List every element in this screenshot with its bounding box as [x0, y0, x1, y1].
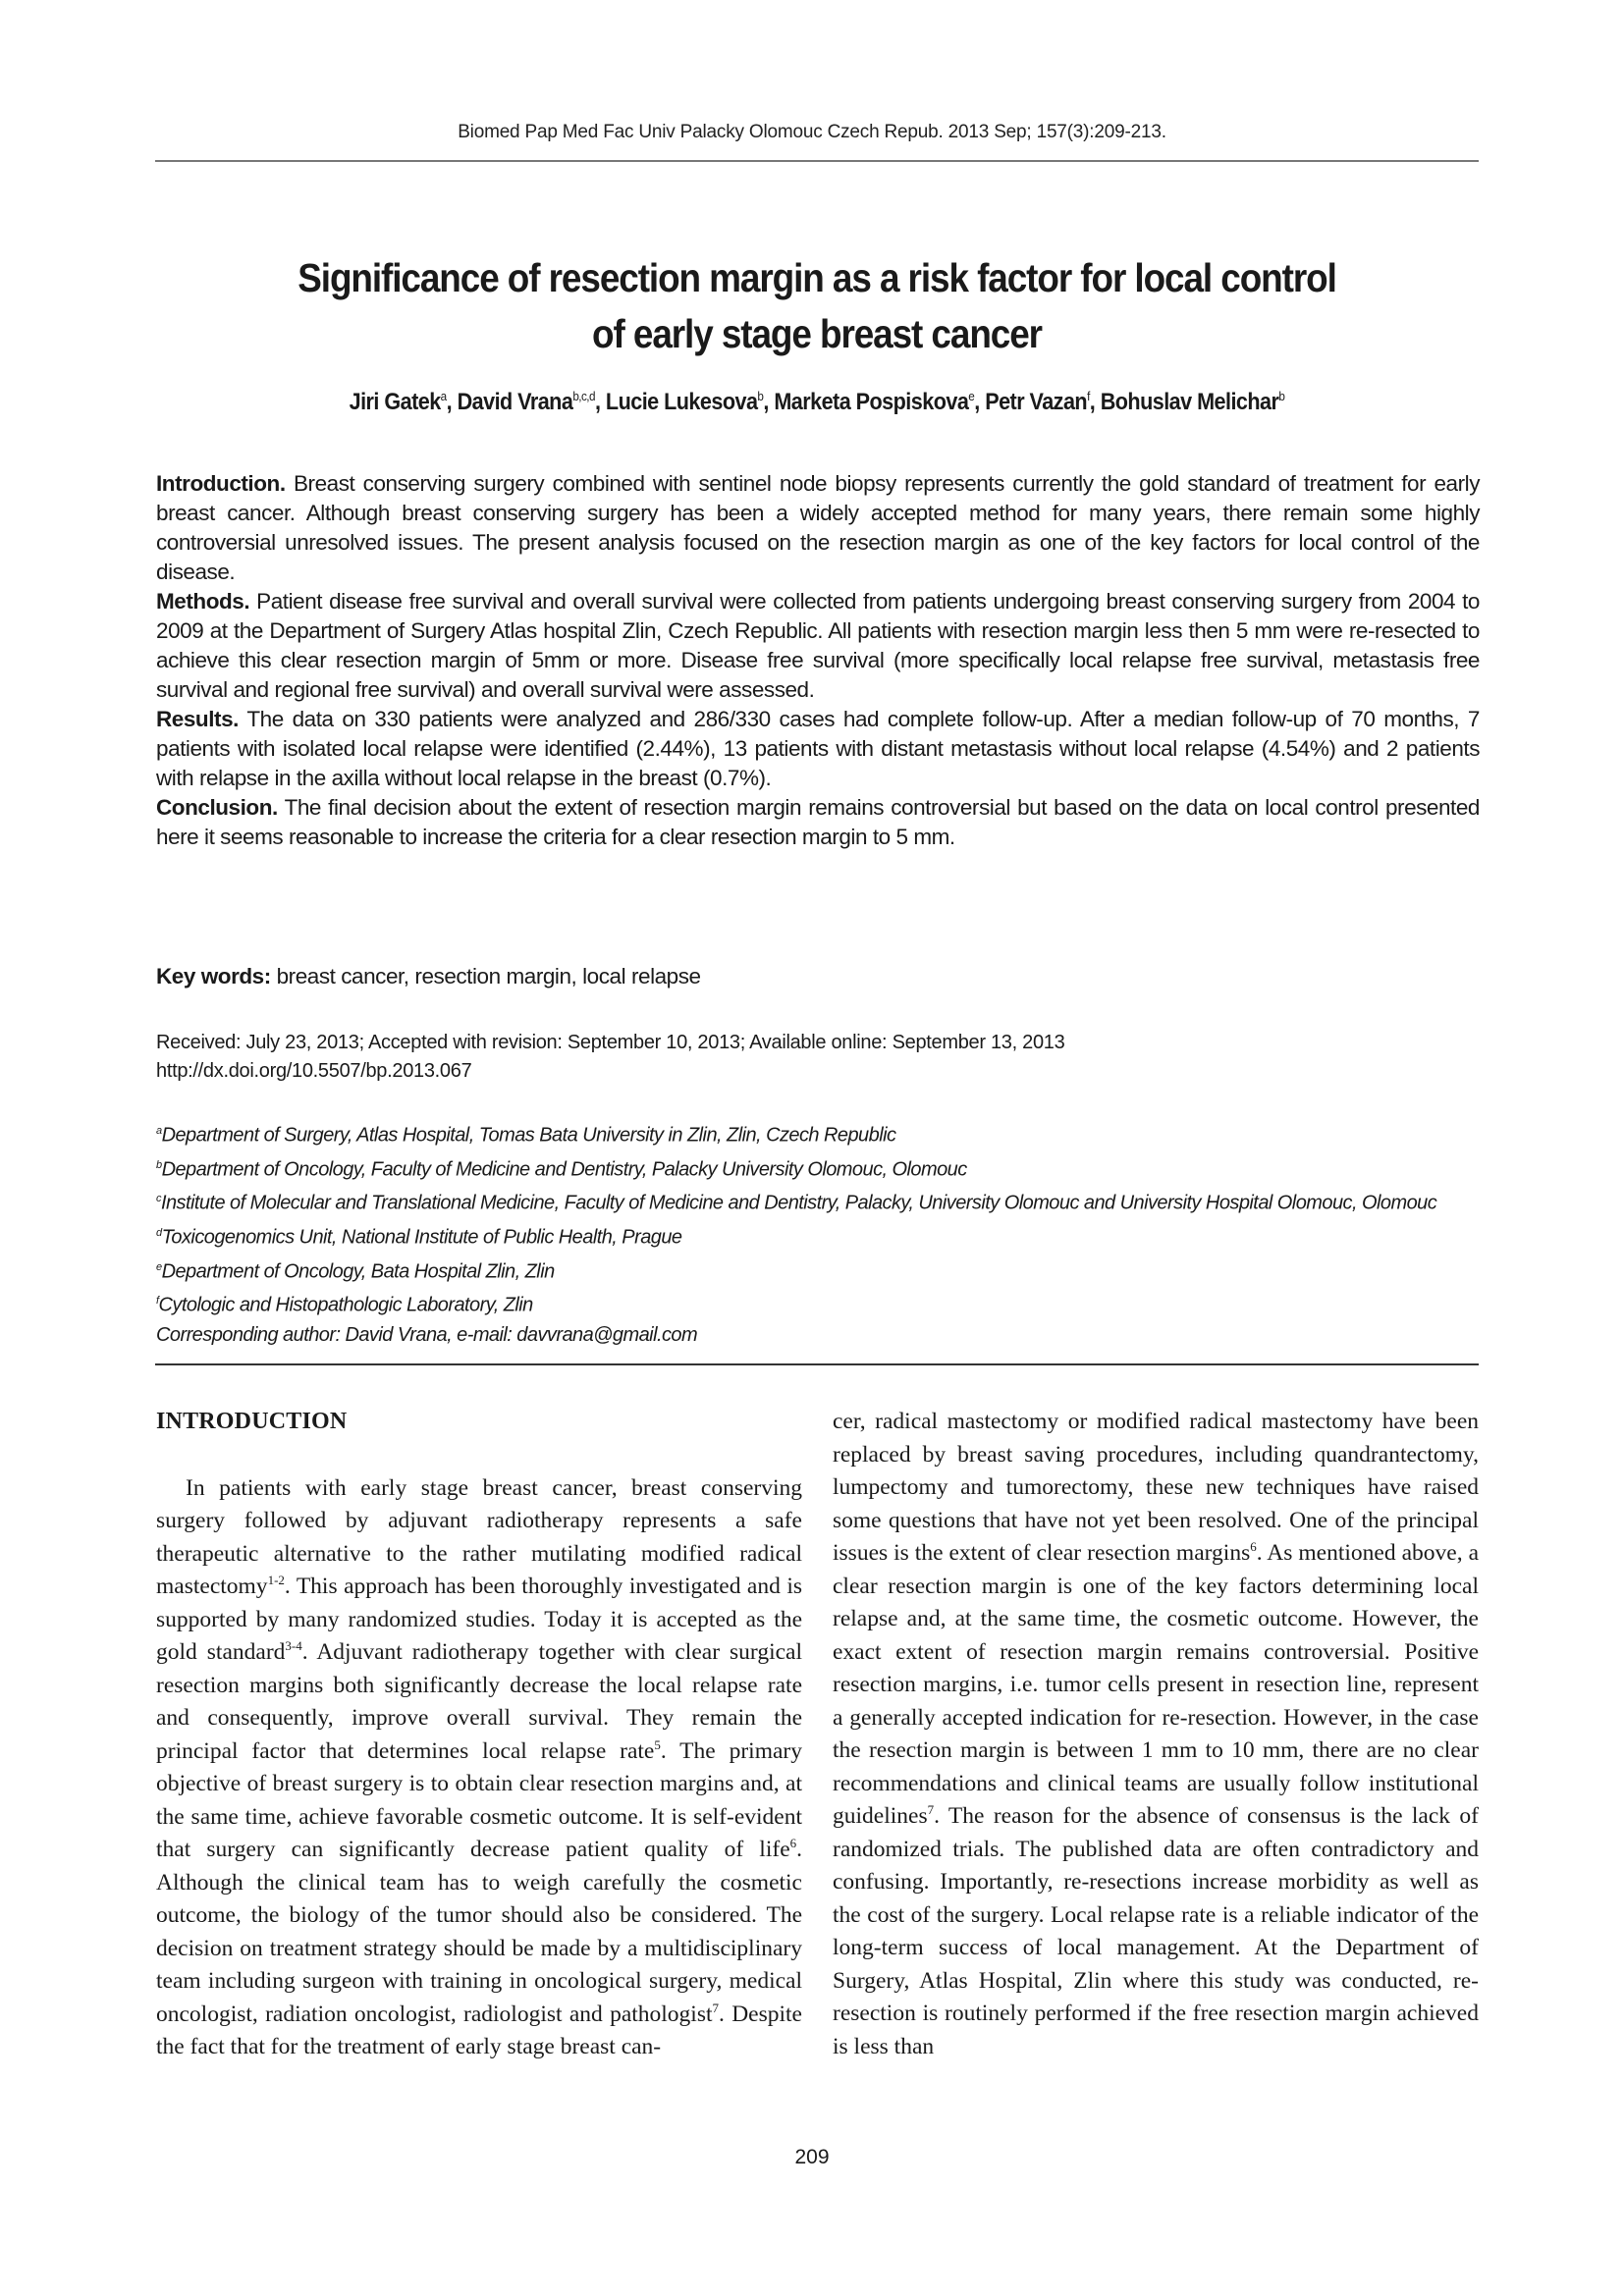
author-name: Jiri Gatek — [349, 389, 441, 415]
author-name: Lucie Lukesova — [605, 389, 758, 415]
keywords-text: breast cancer, resection margin, local relapse — [270, 964, 701, 988]
author-name: Bohuslav Melichar — [1100, 389, 1279, 415]
affiliation-item: $^c$Institute of Molecular and Translational Medicine, Faculty of Medicine and Dentistry, Palacky, University Olomouc and University Hospital Olomouc, Olomouc — [156, 1192, 1437, 1214]
author-name: David Vrana — [457, 389, 573, 415]
author-name: Marketa Pospiskova — [774, 389, 969, 415]
abstract-methods: Methods. Patient disease free survival and overall survival were collected from patients undergoing breast conserving surgery from 2004 to 2009 at the Department of Surgery Atlas hospital Zlin, Czech Republic. All patients with resection margin less then 5 mm were re-resected to achieve this clear resection margin of 5mm or more. Disease free survival (more specifically local relapse free survival, metastasis free survival and regional free survival) and overall survival were assessed. — [156, 589, 1480, 702]
article-title — [221, 250, 1412, 362]
affiliations — [156, 1116, 1480, 1350]
corresponding-author: Corresponding author: David Vrana, e-mail: davvrana@gmail.com — [156, 1323, 698, 1346]
abstract — [156, 469, 1480, 852]
affiliation-item: $^b$Department of Oncology, Faculty of Medicine and Dentistry, Palacky University Olomouc, Olomouc — [156, 1158, 967, 1181]
author-affiliation-marker: a — [440, 389, 447, 403]
affiliation-item: $^d$Toxicogenomics Unit, National Institute of Public Health, Prague — [156, 1226, 682, 1249]
author-affiliation-marker: b — [1278, 389, 1285, 403]
affiliation-item: $^f$Cytologic and Histopathologic Laboratory, Zlin — [156, 1294, 533, 1316]
doi-link[interactable]: http://dx.doi.org/10.5507/bp.2013.067 — [156, 1060, 472, 1082]
title-line-1: Significance of resection margin as a risk factor for local control — [298, 255, 1336, 300]
citation-ref: 6 — [789, 1836, 797, 1851]
citation-ref: 1-2 — [267, 1573, 285, 1588]
body-column-left — [156, 1406, 802, 2064]
title-line-2: of early stage breast cancer — [592, 311, 1042, 356]
author-affiliation-marker: b,c,d — [572, 389, 595, 403]
received-dates: Received: July 23, 2013; Accepted with revision: September 10, 2013; Available online: September 13, 2013 — [156, 1032, 1065, 1053]
citation-ref: 7 — [712, 2000, 720, 2015]
page-number: 209 — [794, 2146, 830, 2168]
author-name: Petr Vazan — [985, 389, 1088, 415]
abstract-label: Conclusion. — [156, 795, 278, 820]
abstract-label: Methods. — [156, 589, 250, 614]
citation-ref: 6 — [1250, 1539, 1257, 1555]
article-dates — [156, 1029, 1480, 1086]
affiliation-item: $^e$Department of Oncology, Bata Hospital Zlin, Zlin — [156, 1260, 555, 1283]
abstract-introduction: Introduction. Breast conserving surgery combined with sentinel node biopsy represents currently the gold standard of treatment for early breast cancer. Although breast conserving surgery has been a widely accepted method for many years, there remain some highly controversial unresolved issues. The present analysis focused on the resection margin as one of the key factors for local control of the disease. — [156, 471, 1480, 584]
keywords-label: Key words: — [156, 964, 271, 988]
keywords — [156, 964, 1480, 989]
abstract-conclusion: Conclusion. The final decision about the extent of resection margin remains controversial but based on the data on local control presented here it seems reasonable to increase the criteria for a clear resection margin to 5 mm. — [156, 795, 1480, 849]
body-rule — [155, 1363, 1479, 1365]
citation-ref: 7 — [927, 1802, 935, 1818]
author-affiliation-marker: f — [1087, 389, 1090, 403]
body-paragraph: In patients with early stage breast cancer, breast conserving surgery followed by adjuvant radiotherapy represents a safe therapeutic alternative to the rather mutilating modified radical mastectomy$^{1-2}$. This approach has been thoroughly investigated and is supported by many randomized studies. Today it is accepted as the gold standard$^{3-4}$. Adjuvant radiotherapy together with clear surgical resection margins both significantly decrease the local relapse rate and consequently, improve overall survival. They remain the principal factor that determines local relapse rate$^5$. The primary objective of breast surgery is to obtain clear resection margins and, at the same time, achieve favorable cosmetic outcome. It is self-evident that surgery can significantly decrease patient quality of life$^6$. Although the clinical team has to weigh carefully the cosmetic outcome, the biology of the tumor should also be considered. The decision on treatment strategy should be made by a multidisciplinary team including surgeon with training in oncological surgery, medical oncologist, radiation oncologist, radiologist and pathologist$^7$. Despite the fact that for the treatment of early stage breast can- — [156, 1474, 802, 2059]
author-list: Jiri Gatek$^a$, David Vrana$^{b,c,d}$, Lucie Lukesova$^b$, Marketa Pospiskova$^e$, Petr Vazan$^f$, Bohuslav Melichar$^b$ — [349, 389, 1285, 415]
author-affiliation-marker: e — [968, 389, 975, 403]
body-paragraph: cer, radical mastectomy or modified radical mastectomy have been replaced by breast saving procedures, including quandrantectomy, lumpectomy and tumorectomy, these new techniques have raised some questions that have not yet been resolved. One of the principal issues is the extent of clear resection margins$^6$. As mentioned above, a clear resection margin is one of the key factors determining local relapse and, at the same time, the cosmetic outcome. However, the exact extent of resection margin remains controversial. Positive resection margins, i.e. tumor cells present in resection line, represent a generally accepted indication for re-resection. However, in the case the resection margin is between 1 mm to 10 mm, there are no clear recommendations and clinical teams are usually follow institutional guidelines$^7$. The reason for the absence of consensus is the lack of randomized trials. The published data are often contradictory and confusing. Importantly, re-resections increase morbidity as well as the cost of the surgery. Local relapse rate is a reliable indicator of the long-term success of local management. At the Department of Surgery, Atlas Hospital, Zlin where this study was conducted, re-resection is routinely performed if the free resection margin achieved is less than — [833, 1409, 1479, 2059]
body-column-right — [833, 1406, 1479, 2063]
affiliation-item: $^a$Department of Surgery, Atlas Hospital, Tomas Bata University in Zlin, Zlin, Czech Republic — [156, 1124, 896, 1147]
header-rule — [155, 160, 1479, 162]
author-affiliation-marker: b — [757, 389, 764, 403]
abstract-results: Results. The data on 330 patients were analyzed and 286/330 cases had complete follow-up. After a median follow-up of 70 months, 7 patients with isolated local relapse were identified (2.44%), 13 patients with distant metastasis without local relapse (4.54%) and 2 patients with relapse in the axilla without local relapse in the breast (0.7%). — [156, 707, 1480, 790]
running-head: Biomed Pap Med Fac Univ Palacky Olomouc Czech Repub. 2013 Sep; 157(3):209-213. — [458, 122, 1166, 142]
citation-ref: 5 — [654, 1736, 661, 1752]
abstract-label: Results. — [156, 707, 239, 731]
abstract-label: Introduction. — [156, 471, 286, 496]
citation-ref: 3-4 — [285, 1638, 302, 1654]
section-heading: INTRODUCTION — [156, 1409, 348, 1434]
